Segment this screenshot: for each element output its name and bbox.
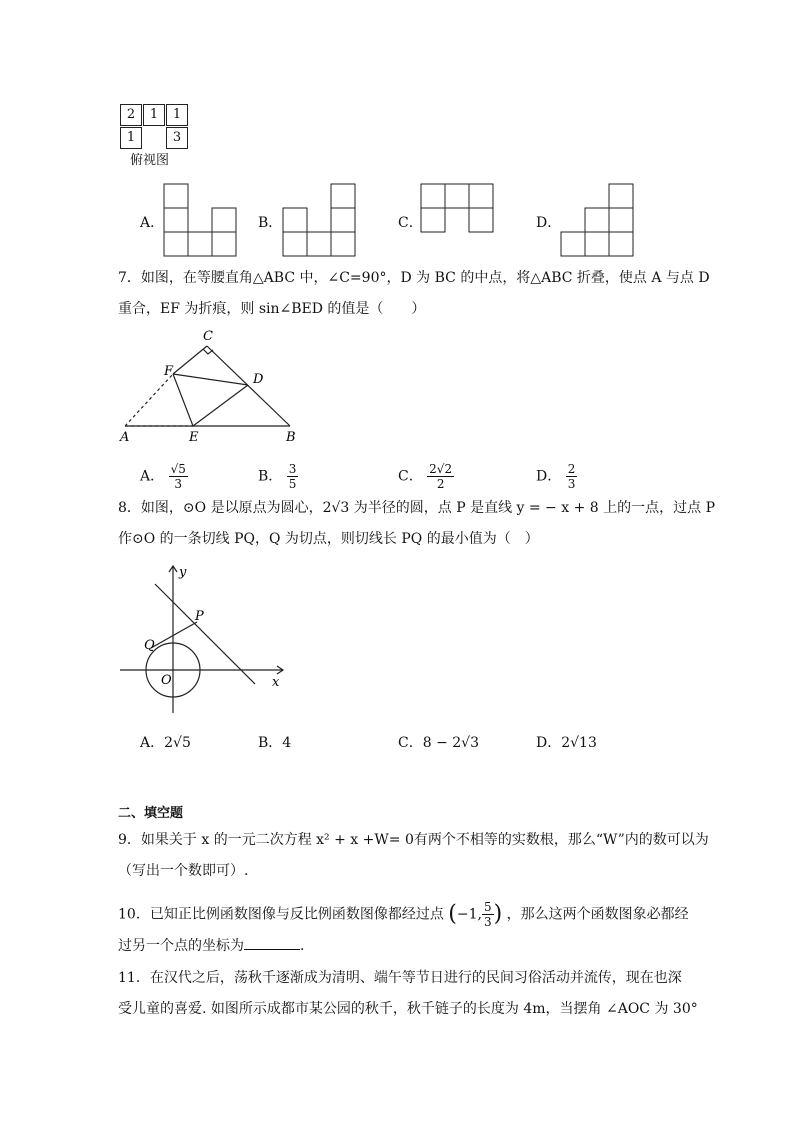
q7-label-b: B [286, 430, 296, 445]
q9-text-line1: 9．如果关于 x 的一元二次方程 x² + x +W= 0有两个不相等的实数根，那么“W”内的数可以为 [118, 832, 709, 848]
q7-label-c: C [203, 329, 213, 344]
q8-label-y: y [179, 565, 187, 580]
q7-option-d-den: 3 [567, 477, 576, 491]
q7-text-line2: 重合，EF 为折痕，则 sin∠BED 的值是（ ） [118, 301, 426, 317]
q10-text-line2 [118, 935, 304, 956]
q7-option-d-num: 2 [567, 462, 576, 476]
q8-option-b: B．4 [258, 735, 292, 751]
q11-text-line1: 11．在汉代之后，荡秋千逐渐成为清明、端午等节日进行的民间习俗活动并流传，现在也深 [118, 970, 682, 986]
q10-line2-text: 过另一个点的坐标为 [118, 938, 244, 954]
q8-text-line2: 作⊙O 的一条切线 PQ，Q 为切点，则切线长 PQ 的最小值为（ ） [118, 531, 539, 547]
q7-option-c-prefix: C． [398, 468, 423, 485]
q10-point-den: 3 [483, 915, 492, 929]
q8-option-d: D．2√13 [536, 735, 597, 751]
q7-option-b [258, 462, 298, 491]
q11-text-line2: 受儿童的喜爱. 如图所示成都市某公园的秋千，秋千链子的长度为 4m，当摆角 ∠AOC 为 30° [118, 1001, 698, 1017]
q9-text-line2: （写出一个数即可）. [118, 863, 249, 879]
q6-option-c-label: C． [398, 215, 423, 231]
q8-label-q: Q [144, 638, 155, 653]
q8-label-x: x [272, 675, 280, 690]
q7-option-a-num: √5 [170, 462, 186, 476]
q7-label-f: F [164, 364, 174, 379]
q8-option-a: A．2√5 [140, 735, 191, 751]
grid-cell: 1 [166, 104, 188, 126]
q7-option-b-den: 5 [288, 477, 297, 491]
q10-point-num: 5 [483, 900, 492, 914]
q7-option-b-fraction [287, 462, 299, 491]
q7-option-c [398, 462, 454, 491]
top-view-caption: 俯视图 [130, 153, 170, 168]
q7-label-d: D [253, 372, 264, 387]
grid-cell: 3 [166, 127, 188, 149]
q6-option-c-figure [417, 180, 499, 260]
grid-cell: 2 [120, 104, 142, 126]
q8-text-line1: 8．如图，⊙O 是以原点为圆心，2√3 为半径的圆，点 P 是直线 y = − x + 8 上的一点，过点 P [118, 500, 715, 516]
q7-option-c-den: 2 [436, 477, 445, 491]
q10-point-left: −1, [456, 906, 482, 923]
q7-option-d-prefix: D． [536, 468, 562, 485]
q6-option-b-label: B． [258, 215, 283, 231]
grid-cell: 1 [143, 104, 165, 126]
q7-option-c-fraction [427, 462, 454, 491]
q7-option-c-num: 2√2 [429, 462, 453, 476]
q7-option-a-prefix: A． [140, 468, 165, 485]
q10-answer-blank[interactable] [244, 935, 300, 950]
q7-option-b-num: 3 [288, 462, 297, 476]
q7-label-e: E [189, 430, 199, 445]
q6-option-b-figure [279, 180, 361, 260]
q6-option-a-label: A． [140, 215, 165, 231]
q8-label-o: O [161, 673, 172, 688]
q6-option-a-figure [160, 180, 242, 260]
q6-option-d-label: D． [536, 215, 562, 231]
q10-line2-end: . [300, 938, 305, 954]
q7-option-b-prefix: B． [258, 468, 283, 485]
q7-option-d [536, 462, 577, 491]
section-title: 二、填空题 [118, 806, 184, 821]
q6-option-d-figure [557, 180, 639, 260]
q8-coordinate-figure [115, 558, 295, 718]
q7-text-line1: 7．如图，在等腰直角△ABC 中，∠C=90°，D 为 BC 的中点，将△ABC 折叠，使点 A 与点 D [118, 270, 710, 286]
q7-triangle-figure [110, 325, 310, 447]
q10-point-fraction [482, 900, 494, 929]
q7-option-a-den: 3 [174, 477, 183, 491]
q7-option-a [140, 462, 188, 491]
q10-prefix: 10．已知正比例函数图像与反比例函数图像都经过点 [118, 906, 444, 923]
q10-text-line1: 10．已知正比例函数图像与反比例函数图像都经过点 (−1, $\frac{5}{3}$ ) ，那么这两个函数图象必都经 [118, 900, 689, 929]
q7-option-d-fraction [566, 462, 578, 491]
grid-cell: 1 [120, 127, 142, 149]
q7-option-a-fraction [169, 462, 188, 491]
q10-suffix: ，那么这两个函数图象必都经 [506, 906, 689, 923]
q8-label-p: P [195, 609, 204, 624]
q7-label-a: A [120, 430, 130, 445]
q8-option-c: C．8 − 2√3 [398, 735, 479, 751]
